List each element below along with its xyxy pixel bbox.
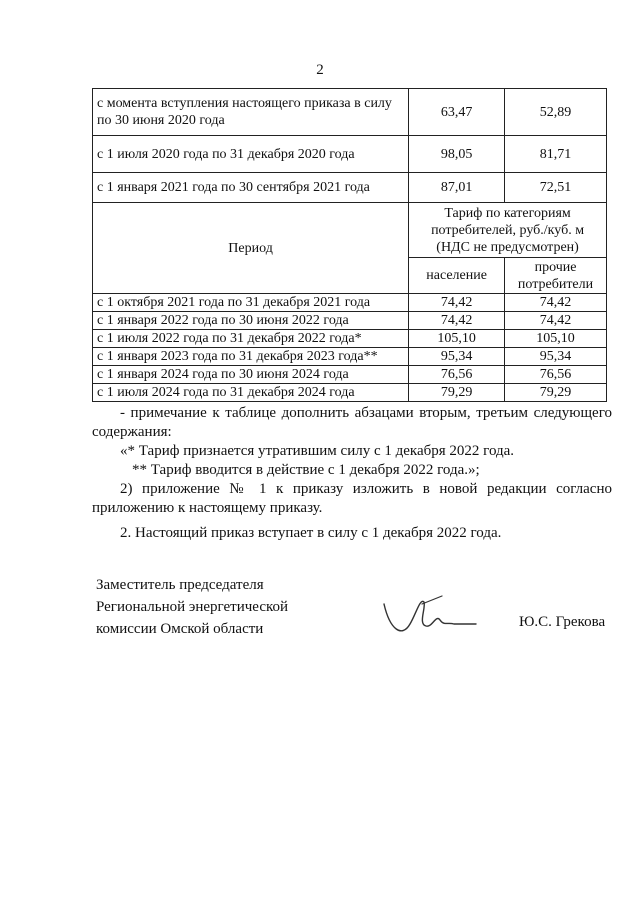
period-cell: с 1 января 2023 года по 31 декабря 2023 года** <box>93 348 409 366</box>
table-row <box>93 348 607 366</box>
footnote-2: ** Тариф вводится в действие с 1 декабря 2022 года.»; <box>132 462 480 478</box>
table-row <box>93 366 607 384</box>
period-cell: с 1 января 2024 года по 30 июня 2024 года <box>93 366 409 384</box>
table-row <box>93 89 607 136</box>
tariff-header: Тариф по категориям потребителей, руб./куб. м (НДС не предусмотрен) <box>409 203 607 258</box>
signatory-title <box>96 574 288 640</box>
other-tariff-cell: 72,51 <box>505 173 607 203</box>
other-tariff-cell: 74,42 <box>505 312 607 330</box>
table-row <box>93 136 607 173</box>
note-intro-paragraph: - примечание к таблице дополнить абзацами вторым, третьим следующего содержания: <box>92 405 612 440</box>
other-tariff-cell: 52,89 <box>505 89 607 136</box>
population-tariff-cell: 74,42 <box>409 312 505 330</box>
table-row <box>93 330 607 348</box>
table-row <box>93 384 607 402</box>
page-number: 2 <box>316 62 324 78</box>
other-tariff-cell: 81,71 <box>505 136 607 173</box>
population-tariff-cell: 98,05 <box>409 136 505 173</box>
table-row <box>93 173 607 203</box>
other-consumers-header: прочие потребители <box>505 258 607 294</box>
population-tariff-cell: 95,34 <box>409 348 505 366</box>
period-cell: с 1 октября 2021 года по 31 декабря 2021 года <box>93 294 409 312</box>
signatory-name: Ю.С. Грекова <box>519 614 606 630</box>
period-cell: с 1 июля 2020 года по 31 декабря 2020 года <box>93 136 409 173</box>
footnote-1: «* Тариф признается утратившим силу с 1 декабря 2022 года. <box>120 443 515 459</box>
population-tariff-cell: 76,56 <box>409 366 505 384</box>
period-header: Период <box>93 203 409 294</box>
period-cell: с 1 января 2021 года по 30 сентября 2021 года <box>93 173 409 203</box>
signatory-title-line: Региональной энергетической <box>96 599 289 615</box>
table-row <box>93 312 607 330</box>
other-tariff-cell: 76,56 <box>505 366 607 384</box>
signatory-title-line: Заместитель председателя <box>96 577 264 593</box>
other-tariff-cell: 79,29 <box>505 384 607 402</box>
period-cell: с момента вступления настоящего приказа в силу по 30 июня 2020 года <box>93 89 409 136</box>
population-tariff-cell: 105,10 <box>409 330 505 348</box>
table-row <box>93 294 607 312</box>
population-tariff-cell: 74,42 <box>409 294 505 312</box>
tariff-table <box>92 88 607 402</box>
population-tariff-cell: 79,29 <box>409 384 505 402</box>
population-tariff-cell: 87,01 <box>409 173 505 203</box>
table-header-row <box>93 203 607 258</box>
other-tariff-cell: 95,34 <box>505 348 607 366</box>
other-tariff-cell: 74,42 <box>505 294 607 312</box>
period-cell: с 1 июля 2024 года по 31 декабря 2024 года <box>93 384 409 402</box>
other-tariff-cell: 105,10 <box>505 330 607 348</box>
signatory-title-line: комиссии Омской области <box>96 621 264 637</box>
item-2-paragraph: 2) приложение № 1 к приказу изложить в новой редакции согласно приложению к настоящему приказу. <box>92 481 612 516</box>
population-tariff-cell: 63,47 <box>409 89 505 136</box>
population-header: население <box>409 258 505 294</box>
amendment-text <box>92 404 612 543</box>
period-cell: с 1 января 2022 года по 30 июня 2022 года <box>93 312 409 330</box>
handwritten-signature <box>380 590 480 640</box>
order-item-2-paragraph: 2. Настоящий приказ вступает в силу с 1 декабря 2022 года. <box>120 525 502 541</box>
period-cell: с 1 июля 2022 года по 31 декабря 2022 года* <box>93 330 409 348</box>
